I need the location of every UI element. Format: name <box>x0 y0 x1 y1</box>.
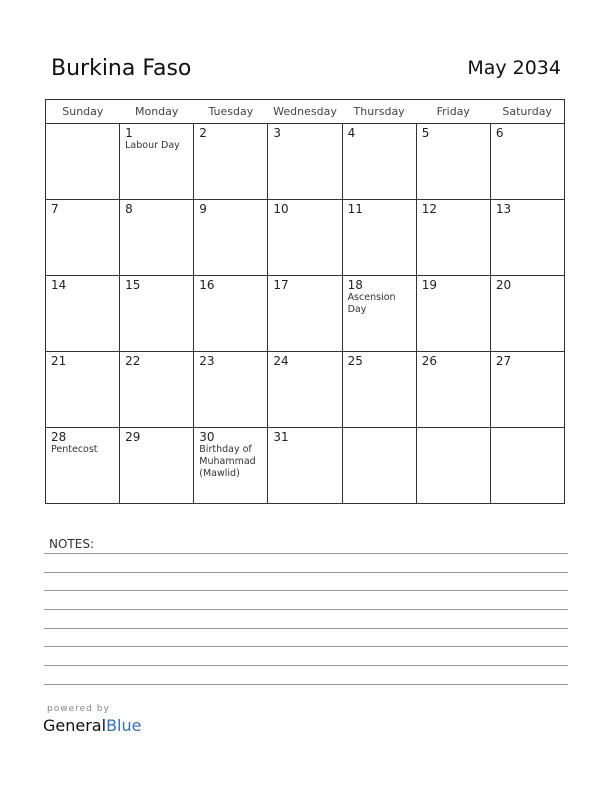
day-cell <box>194 124 268 200</box>
weekday-monday: Monday <box>120 100 194 124</box>
day-number: 26 <box>421 354 437 368</box>
day-cell <box>342 352 416 428</box>
day-number: 4 <box>347 126 356 140</box>
day-number: 13 <box>495 202 512 216</box>
day-cell <box>268 428 342 504</box>
day-number: 10 <box>273 202 289 216</box>
note-line <box>44 628 568 629</box>
day-number: 3 <box>273 126 282 140</box>
day-cell <box>120 352 194 428</box>
day-cell <box>416 276 490 352</box>
country-title: Burkina Faso <box>51 56 192 81</box>
day-number: 31 <box>273 430 289 444</box>
day-cell <box>490 352 564 428</box>
day-cell <box>416 428 490 504</box>
day-number: 2 <box>199 126 207 140</box>
day-cell <box>268 200 342 276</box>
day-cell <box>194 276 268 352</box>
note-line <box>44 553 568 554</box>
note-line <box>44 646 568 647</box>
day-cell <box>46 124 120 200</box>
day-number: 18 <box>347 278 363 292</box>
day-number: 22 <box>125 354 141 368</box>
day-number: 8 <box>125 202 133 216</box>
holiday-label: Birthday of Muhammad (Mawlid) <box>199 444 256 479</box>
powered-by-text: powered by <box>47 704 110 714</box>
day-number: 14 <box>51 278 67 292</box>
week-row <box>46 124 565 200</box>
day-cell <box>120 428 194 504</box>
day-cell <box>342 276 416 352</box>
day-cell <box>120 124 194 200</box>
day-cell <box>490 276 564 352</box>
day-number: 6 <box>495 126 504 140</box>
day-number: 30 <box>199 430 215 444</box>
day-cell <box>342 124 416 200</box>
day-cell <box>46 200 120 276</box>
day-cell <box>268 124 342 200</box>
weekday-saturday: Saturday <box>490 100 564 124</box>
day-number: 9 <box>199 202 207 216</box>
note-line <box>44 665 568 666</box>
day-number: 21 <box>51 354 67 368</box>
weekday-friday: Friday <box>416 100 490 124</box>
holiday-label: Labour Day <box>125 140 180 151</box>
day-cell <box>416 352 490 428</box>
day-cell <box>490 428 564 504</box>
weekday-thursday: Thursday <box>342 100 416 124</box>
day-number: 20 <box>495 278 512 292</box>
week-row <box>46 200 565 276</box>
day-cell <box>120 200 194 276</box>
day-number: 23 <box>199 354 215 368</box>
day-number: 1 <box>125 126 133 140</box>
notes-label: NOTES: <box>49 537 94 551</box>
day-number: 11 <box>347 202 363 216</box>
note-line <box>44 609 568 610</box>
note-line <box>44 590 568 591</box>
week-row <box>46 352 565 428</box>
day-cell <box>268 352 342 428</box>
day-cell <box>46 428 120 504</box>
day-number: 7 <box>51 202 59 216</box>
weekday-header-row <box>46 100 565 124</box>
day-cell <box>490 200 564 276</box>
day-cell <box>342 428 416 504</box>
brand-blue: Blue <box>106 716 142 735</box>
day-cell <box>194 428 268 504</box>
weekday-wednesday: Wednesday <box>268 100 342 124</box>
day-cell <box>46 352 120 428</box>
weekday-tuesday: Tuesday <box>194 100 268 124</box>
day-cell <box>268 276 342 352</box>
day-cell <box>342 200 416 276</box>
note-line <box>44 572 568 573</box>
day-cell <box>416 200 490 276</box>
day-cell <box>416 124 490 200</box>
day-number: 12 <box>421 202 437 216</box>
brand-general: General <box>43 716 107 735</box>
month-title: May 2034 <box>467 57 561 79</box>
day-number: 24 <box>273 354 289 368</box>
week-row <box>46 276 565 352</box>
day-cell <box>194 200 268 276</box>
weekday-sunday: Sunday <box>46 100 120 124</box>
day-cell <box>120 276 194 352</box>
holiday-label: Ascension Day <box>347 292 396 315</box>
day-cell <box>46 276 120 352</box>
day-number: 27 <box>495 354 512 368</box>
day-number: 25 <box>347 354 363 368</box>
note-line <box>44 684 568 685</box>
calendar-grid <box>45 99 565 504</box>
day-number: 15 <box>125 278 141 292</box>
brand-logo <box>43 716 141 735</box>
week-row <box>46 428 565 504</box>
day-number: 28 <box>51 430 67 444</box>
day-number: 16 <box>199 278 215 292</box>
day-number: 17 <box>273 278 289 292</box>
holiday-label: Pentecost <box>51 444 98 455</box>
day-cell <box>194 352 268 428</box>
day-cell <box>490 124 564 200</box>
day-number: 19 <box>421 278 437 292</box>
day-number: 5 <box>421 126 430 140</box>
day-number: 29 <box>125 430 141 444</box>
